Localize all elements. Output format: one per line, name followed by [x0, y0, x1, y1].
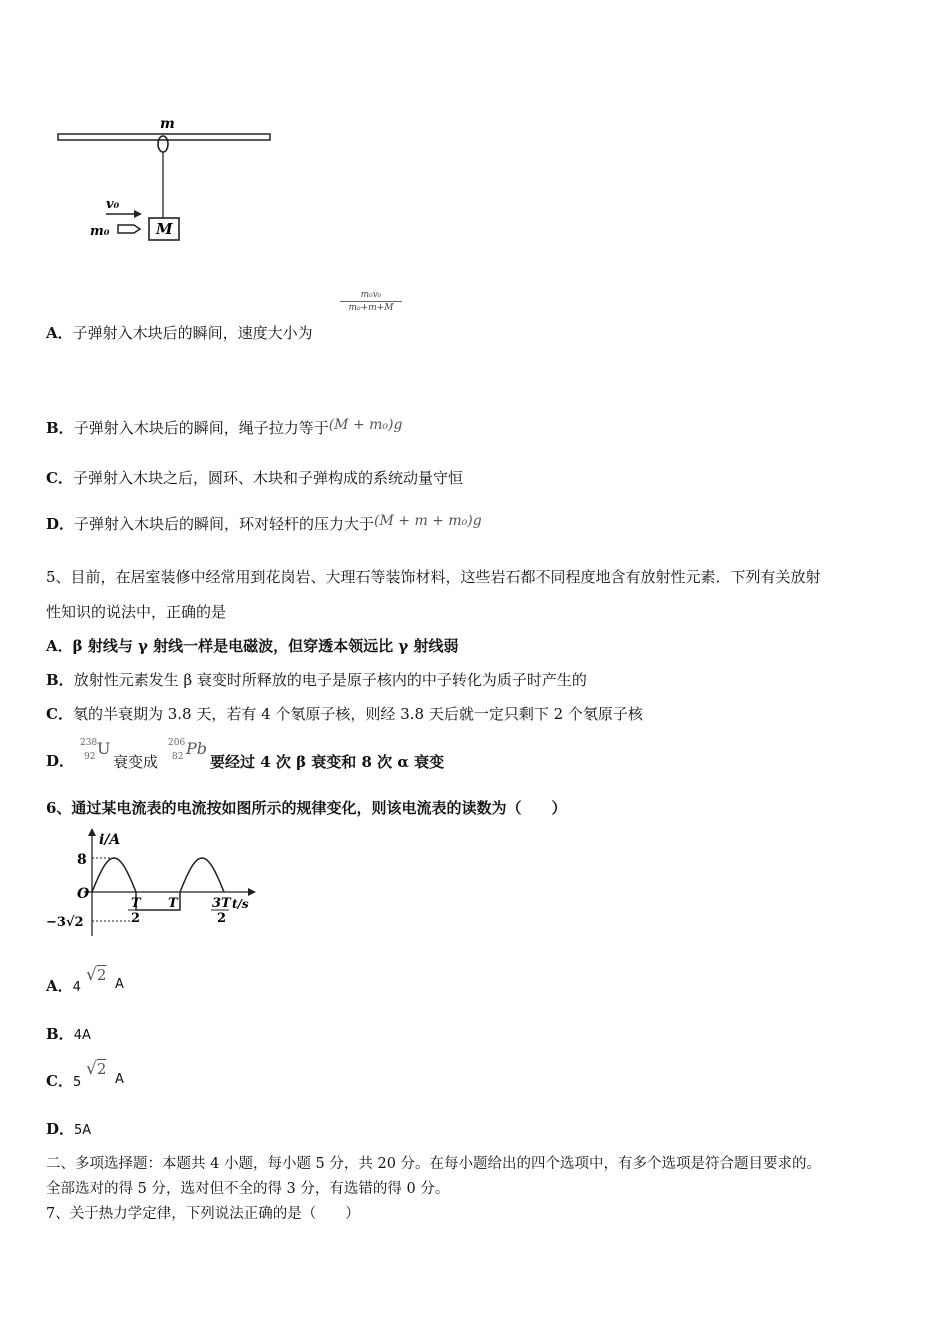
q5-stem-line1: 5、目前，在居室装修中经常用到花岗岩、大理石等装饰材料，这些岩石都不同程度地含有放射性元素．下列有关放射	[46, 568, 821, 586]
u-mass-number: 238	[80, 738, 98, 748]
origin-label: O	[77, 886, 90, 902]
q6-option-b[interactable]	[46, 1024, 91, 1046]
decay-into-text: 衰变成	[113, 753, 159, 771]
q6-a-sqrt: √2	[86, 965, 107, 985]
u-atomic-number: 92	[84, 752, 96, 762]
option-text: 子弹射入木块后的瞬间，速度大小为	[72, 324, 313, 342]
option-label: C．	[46, 1072, 73, 1090]
option-label: C．	[46, 469, 73, 487]
decay-process-text: 要经过 4 次 β 衰变和 8 次 α 衰变	[210, 753, 445, 771]
option-label: B．	[46, 671, 74, 689]
sqrt-radicand: 2	[96, 966, 107, 984]
option-a-fraction	[340, 290, 402, 313]
option-coefficient: 5	[72, 1075, 82, 1090]
option-label: D．	[46, 752, 75, 770]
label-M: M	[156, 220, 173, 238]
section2-instructions-line1: 二、多项选择题：本题共 4 小题，每小题 5 分，共 20 分。在每小题给出的四个选项中，有多个选项是符合题目要求的。	[46, 1156, 822, 1172]
pendulum-figure	[50, 110, 290, 250]
option-text: 子弹射入木块后的瞬间，绳子拉力等于	[73, 419, 329, 437]
option-math: (M + m₀)g	[328, 417, 403, 433]
label-v0: v₀	[106, 197, 120, 212]
x-tick-t2-den: 2	[131, 911, 141, 926]
q4-option-a[interactable]	[46, 323, 313, 343]
option-label: C．	[46, 705, 73, 723]
q4-option-d[interactable]	[46, 514, 482, 535]
q5-option-a[interactable]	[46, 636, 459, 656]
q4-option-c[interactable]	[46, 468, 463, 488]
q6-c-unit: A	[115, 1072, 124, 1087]
q6-a-unit: A	[115, 977, 124, 992]
q5-option-c[interactable]	[46, 704, 643, 724]
option-text: 5A	[74, 1123, 92, 1138]
option-label: B．	[46, 1025, 74, 1043]
pb-atomic-number: 82	[172, 752, 184, 762]
q6-option-d[interactable]	[46, 1119, 91, 1141]
velocity-arrowhead	[134, 210, 142, 218]
option-coefficient: 4	[72, 980, 81, 995]
y-axis-label: i/A	[99, 832, 121, 848]
option-text: 氡的半衰期为 3.8 天，若有 4 个氡原子核，则经 3.8 天后就一定只剩下 2 个氡原子核	[72, 705, 643, 723]
waveform-half-1	[92, 858, 136, 892]
fraction-denominator: m₀+m+M	[340, 301, 402, 313]
fraction-numerator: m₀v₀	[360, 290, 382, 300]
u-symbol: U	[97, 739, 111, 758]
option-label: A．	[46, 977, 73, 995]
waveform-half-2	[180, 858, 224, 892]
q6-c-sqrt: √2	[86, 1059, 107, 1079]
section2-instructions-line2: 全部选对的得 5 分，选对但不全的得 3 分，有选错的得 0 分。	[46, 1181, 450, 1197]
option-text: 子弹射入木块后的瞬间，环对轻杆的压力大于	[74, 515, 375, 533]
y-tick-label-neg: −3√2	[46, 915, 84, 930]
ring	[158, 136, 168, 152]
option-label: A．	[46, 324, 73, 342]
bullet-icon	[118, 225, 140, 233]
sqrt-radicand: 2	[96, 1060, 107, 1078]
x-tick-t2-num: T	[131, 896, 141, 911]
current-time-graph	[44, 826, 264, 944]
option-math: (M + m + m₀)g	[374, 513, 482, 529]
option-text: 子弹射入木块之后，圆环、木块和子弹构成的系统动量守恒	[72, 469, 463, 487]
x-axis-label: t/s	[232, 897, 249, 911]
label-m: m	[160, 116, 175, 132]
option-label: D．	[46, 1120, 75, 1138]
q7-stem: 7、关于热力学定律，下列说法正确的是（ ）	[46, 1206, 360, 1222]
option-text: β 射线与 γ 射线一样是电磁波，但穿透本领远比 γ 射线弱	[72, 637, 459, 655]
label-m0: m₀	[90, 224, 110, 239]
y-axis-arrow	[88, 828, 96, 836]
option-text: 放射性元素发生 β 衰变时所释放的电子是原子核内的中子转化为质子时产生的	[73, 671, 587, 689]
q5-stem-line2: 性知识的说法中，正确的是	[46, 603, 227, 621]
pb-mass-number: 206	[168, 738, 186, 748]
option-label: A．	[46, 637, 73, 655]
q6-stem: 6、通过某电流表的电流按如图所示的规律变化，则该电流表的读数为（ ）	[46, 799, 567, 817]
q4-option-b[interactable]	[46, 418, 402, 439]
x-axis-arrow	[248, 888, 256, 896]
y-tick-label-8: 8	[77, 852, 87, 868]
pb-symbol: Pb	[186, 739, 208, 758]
option-text: 4A	[73, 1028, 91, 1043]
x-tick-t: T	[168, 896, 178, 911]
option-label: B．	[46, 419, 74, 437]
q5-option-b[interactable]	[46, 670, 587, 690]
x-tick-3t2-num: 3T	[212, 896, 231, 911]
x-tick-3t2-den: 2	[217, 911, 227, 926]
option-label: D．	[46, 515, 75, 533]
